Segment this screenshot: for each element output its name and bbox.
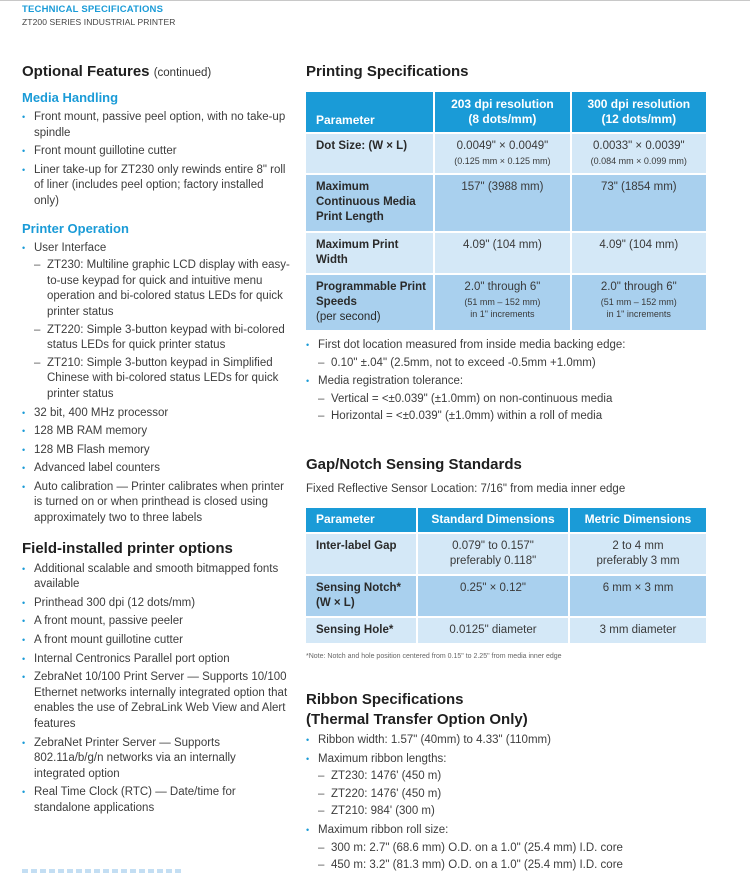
cell-metric bbox=[570, 534, 706, 574]
list-item: • Ribbon width: 1.57" (40mm) to 4.33" (110mm) bbox=[306, 733, 726, 749]
list-item bbox=[306, 823, 726, 874]
header-line: (12 dots/mm) bbox=[601, 112, 677, 126]
user-interface-label: User Interface bbox=[34, 241, 107, 254]
row-label: Dot Size: (W × L) bbox=[306, 134, 433, 173]
field-installed-list bbox=[22, 562, 290, 817]
sub-list-item: – Horizontal = <±0.039" (±1.0mm) within a roll of media bbox=[318, 409, 726, 425]
list-item: • Liner take-up for ZT230 only rewinds entire 8" roll of liner (includes peel option; factory installed only) bbox=[22, 163, 290, 210]
list-item: • Internal Centronics Parallel port option bbox=[22, 652, 290, 668]
table-row bbox=[306, 233, 706, 273]
row-label-text: Programmable Print Speeds bbox=[316, 281, 426, 308]
header-title: TECHNICAL SPECIFICATIONS bbox=[22, 4, 164, 15]
list-item: • 128 MB RAM memory bbox=[22, 424, 290, 440]
list-item: • 32 bit, 400 MHz processor bbox=[22, 406, 290, 422]
printer-operation-list bbox=[22, 241, 290, 527]
cell-subvalue: in 1" increments bbox=[606, 309, 671, 319]
row-label: Maximum Continuous Media Print Length bbox=[306, 175, 433, 231]
sub-list-item: – 300 m: 2.7" (68.6 mm) O.D. on a 1.0" (25.4 mm) I.D. core bbox=[318, 841, 726, 857]
user-interface-sublist bbox=[34, 258, 290, 402]
column-header-300dpi bbox=[572, 92, 706, 132]
cell-value: 2.0" through 6" bbox=[600, 281, 677, 293]
row-label: Sensing Hole* bbox=[306, 618, 416, 643]
cell-standard: 0.25" × 0.12" bbox=[418, 576, 568, 616]
list-item bbox=[306, 752, 726, 820]
list-item: • Printhead 300 dpi (12 dots/mm) bbox=[22, 596, 290, 612]
cell-subvalue: (0.084 mm × 0.099 mm) bbox=[590, 156, 687, 166]
sub-list-item: – ZT230: 1476' (450 m) bbox=[318, 769, 726, 785]
gap-notch-heading: Gap/Notch Sensing Standards bbox=[306, 455, 522, 473]
row-label: Inter-label Gap bbox=[306, 534, 416, 574]
sub-list-item: – ZT220: 1476' (450 m) bbox=[318, 787, 726, 803]
ribbon-heading-line: Ribbon Specifications bbox=[306, 690, 464, 708]
gap-notch-table bbox=[304, 506, 708, 645]
cell-value: 0.0033" × 0.0039" bbox=[592, 140, 685, 152]
note-sublist bbox=[318, 392, 726, 425]
printing-specs-heading: Printing Specifications bbox=[306, 63, 469, 80]
ribbon-roll-label: Maximum ribbon roll size: bbox=[318, 823, 449, 836]
cell-203dpi bbox=[435, 134, 569, 173]
cell-300dpi bbox=[572, 275, 706, 330]
ribbon-lengths-label: Maximum ribbon lengths: bbox=[318, 752, 447, 765]
field-installed-heading: Field-installed printer options bbox=[22, 539, 233, 557]
row-label bbox=[306, 275, 433, 330]
left-column bbox=[22, 62, 290, 817]
sub-list-item: – ZT210: Simple 3-button keypad in Simplified Chinese with bi-colored status LEDs for quick printer status bbox=[34, 356, 290, 403]
cell-203dpi: 4.09" (104 mm) bbox=[435, 233, 569, 273]
cell-value: preferably 3 mm bbox=[596, 554, 680, 567]
header-line: 300 dpi resolution bbox=[587, 97, 691, 111]
list-item: • Advanced label counters bbox=[22, 461, 290, 477]
list-item: • Front mount, passive peel option, with no take-up spindle bbox=[22, 110, 290, 141]
list-item: • ZebraNet 10/100 Print Server — Supports 10/100 Ethernet networks internally integrated option that enables the use of ZebraLink Web View and Alert features bbox=[22, 670, 290, 732]
cell-203dpi bbox=[435, 275, 569, 330]
list-item bbox=[306, 338, 726, 371]
column-header-parameter: Parameter bbox=[306, 92, 433, 132]
sub-list-item: – ZT220: Simple 3-button keypad with bi-colored status LEDs for quick printer status bbox=[34, 323, 290, 354]
header-subtitle: ZT200 SERIES INDUSTRIAL PRINTER bbox=[22, 17, 176, 27]
table-header-row bbox=[306, 508, 706, 532]
header-line: (8 dots/mm) bbox=[468, 112, 537, 126]
cell-subvalue: (51 mm – 152 mm) bbox=[600, 297, 677, 307]
page-top-rule bbox=[0, 0, 750, 1]
note-sublist bbox=[318, 356, 726, 372]
cell-metric: 6 mm × 3 mm bbox=[570, 576, 706, 616]
ribbon-specs-list bbox=[306, 733, 726, 874]
page-header bbox=[22, 4, 175, 29]
ribbon-specs-heading bbox=[306, 690, 726, 730]
column-header-standard: Standard Dimensions bbox=[418, 508, 568, 532]
cut-off-heading-fragment bbox=[22, 869, 182, 873]
optional-features-heading bbox=[22, 62, 290, 83]
cell-value: preferably 0.118" bbox=[449, 554, 537, 567]
ribbon-heading-line: (Thermal Transfer Option Only) bbox=[306, 710, 528, 728]
sub-list-item: – Vertical = <±0.039" (±1.0mm) on non-continuous media bbox=[318, 392, 726, 408]
cell-subvalue: (51 mm – 152 mm) bbox=[464, 297, 541, 307]
list-item: • Real Time Clock (RTC) — Date/time for standalone applications bbox=[22, 785, 290, 816]
cell-300dpi: 4.09" (104 mm) bbox=[572, 233, 706, 273]
ribbon-roll-sublist bbox=[318, 841, 726, 874]
table-header-row bbox=[306, 92, 706, 132]
column-header-parameter: Parameter bbox=[306, 508, 416, 532]
printer-operation-heading: Printer Operation bbox=[22, 220, 129, 236]
cell-metric: 3 mm diameter bbox=[570, 618, 706, 643]
cell-value: 2.0" through 6" bbox=[464, 281, 541, 293]
list-item: • A front mount, passive peeler bbox=[22, 614, 290, 630]
cell-value: 0.079" to 0.157" bbox=[452, 539, 534, 552]
row-label bbox=[306, 576, 416, 616]
media-handling-heading: Media Handling bbox=[22, 90, 119, 105]
list-item: • 128 MB Flash memory bbox=[22, 443, 290, 459]
cell-203dpi: 157" (3988 mm) bbox=[435, 175, 569, 231]
optional-features-title: Optional Features bbox=[22, 63, 150, 80]
cell-value: 0.0049" × 0.0049" bbox=[456, 140, 549, 152]
cell-subvalue: in 1" increments bbox=[470, 309, 535, 319]
sub-list-item: – ZT230: Multiline graphic LCD display with easy-to-use keypad for quick and intuitive menu operation and bi-colored status LEDs for quick printer status bbox=[34, 258, 290, 320]
sub-list-item: – 0.10" ±.04" (2.5mm, not to exceed -0.5mm +1.0mm) bbox=[318, 356, 726, 372]
header-line: 203 dpi resolution bbox=[451, 97, 554, 111]
list-item: • A front mount guillotine cutter bbox=[22, 633, 290, 649]
cell-300dpi: 73" (1854 mm) bbox=[572, 175, 706, 231]
sub-list-item: – 450 m: 3.2" (81.3 mm) O.D. on a 1.0" (25.4 mm) I.D. core bbox=[318, 858, 726, 874]
list-item: • Auto calibration — Printer calibrates when printer is turned on or when printhead is closed using approximately two to three labels bbox=[22, 480, 290, 527]
column-header-metric: Metric Dimensions bbox=[570, 508, 706, 532]
row-label-sub: (per second) bbox=[316, 311, 381, 323]
sensor-location-text: Fixed Reflective Sensor Location: 7/16" from media inner edge bbox=[306, 482, 626, 495]
table-row bbox=[306, 275, 706, 330]
continued-label: (continued) bbox=[153, 67, 212, 79]
row-label: Maximum Print Width bbox=[306, 233, 433, 273]
media-handling-list bbox=[22, 110, 290, 210]
row-label-text: Sensing Notch* bbox=[316, 581, 401, 594]
cell-300dpi bbox=[572, 134, 706, 173]
table-row bbox=[306, 576, 706, 616]
right-column bbox=[306, 62, 726, 874]
printing-specs-table bbox=[304, 90, 708, 332]
list-item bbox=[22, 241, 290, 403]
list-item: • ZebraNet Printer Server — Supports 802.11a/b/g/n networks via an internally integrated option bbox=[22, 736, 290, 783]
cell-standard bbox=[418, 534, 568, 574]
cell-value: 2 to 4 mm bbox=[612, 539, 664, 552]
table-row bbox=[306, 175, 706, 231]
printing-notes-list bbox=[306, 338, 726, 425]
note-text: First dot location measured from inside media backing edge: bbox=[318, 339, 626, 351]
table-row bbox=[306, 618, 706, 643]
table-row bbox=[306, 134, 706, 173]
table-row bbox=[306, 534, 706, 574]
ribbon-lengths-sublist bbox=[318, 769, 726, 820]
sub-list-item: – ZT210: 984' (300 m) bbox=[318, 804, 726, 820]
row-label-text: (W × L) bbox=[316, 596, 355, 609]
cell-standard: 0.0125" diameter bbox=[418, 618, 568, 643]
list-item bbox=[306, 374, 726, 425]
note-text: Media registration tolerance: bbox=[318, 375, 464, 388]
list-item: • Front mount guillotine cutter bbox=[22, 144, 290, 160]
column-header-203dpi bbox=[435, 92, 569, 132]
cell-subvalue: (0.125 mm × 0.125 mm) bbox=[454, 156, 551, 166]
notch-hole-note: *Note: Notch and hole position centered from 0.15" to 2.25" from media inner edge bbox=[306, 652, 562, 660]
list-item: • Additional scalable and smooth bitmapped fonts available bbox=[22, 562, 290, 593]
